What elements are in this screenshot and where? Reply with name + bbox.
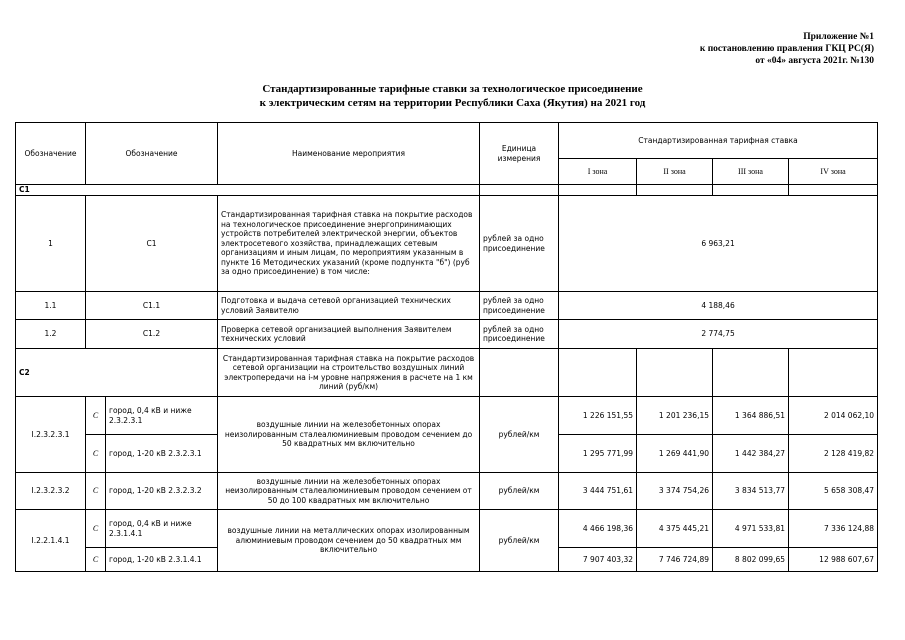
value-zone-1: 4 466 198,36 [559, 510, 637, 548]
group-name: воздушные линии на металлических опорах изолированным алюминиевым проводом сечением до 50 квадратных мм включительно [218, 510, 480, 572]
group-unit: рублей/км [480, 473, 559, 510]
empty-cell [559, 185, 637, 196]
value-zone-2: 1 269 441,90 [637, 435, 713, 473]
table-row [16, 292, 878, 320]
annex-line-2: к постановлению правления ГКЦ РС(Я) [699, 44, 874, 54]
empty-cell [637, 185, 713, 196]
value-zone-3: 1 442 384,27 [713, 435, 789, 473]
section-row-c1 [16, 185, 878, 196]
subrow-desc: город, 1-20 кВ 2.3.2.3.2 [106, 473, 218, 510]
row-name: Подготовка и выдача сетевой организацией технических условий Заявителю [218, 292, 480, 320]
value-zone-1: 1 295 771,99 [559, 435, 637, 473]
annex-line-3: от «04» августа 2021г. №130 [755, 56, 874, 66]
section-row-c2 [16, 349, 878, 397]
header-zone-2: II зона [637, 159, 713, 185]
group-code: I.2.3.2.3.1 [16, 397, 86, 473]
row-code: С1 [86, 196, 218, 292]
header-zone-4: IV зона [789, 159, 878, 185]
value-zone-4: 7 336 124,88 [789, 510, 878, 548]
document-title [0, 82, 905, 110]
row-number: 1 [16, 196, 86, 292]
row-number: 1.1 [16, 292, 86, 320]
value-zone-2: 4 375 445,21 [637, 510, 713, 548]
table-row [16, 397, 878, 435]
value-zone-1: 1 226 151,55 [559, 397, 637, 435]
c-symbol: С [86, 473, 106, 510]
empty-cell [559, 349, 637, 397]
header-designation-1: Обозначение [16, 123, 86, 185]
c-symbol: С [86, 397, 106, 435]
row-code: С1.1 [86, 292, 218, 320]
row-name: Проверка сетевой организацией выполнения Заявителем технических условий [218, 320, 480, 349]
empty-cell [713, 185, 789, 196]
value-zone-2: 1 201 236,15 [637, 397, 713, 435]
row-value: 4 188,46 [559, 292, 878, 320]
value-zone-2: 7 746 724,89 [637, 548, 713, 572]
title-line-1: Стандартизированные тарифные ставки за технологическое присоединение [262, 83, 643, 95]
annex-line-1: Приложение №1 [803, 32, 874, 42]
header-zone-1: I зона [559, 159, 637, 185]
empty-cell [637, 349, 713, 397]
value-zone-1: 7 907 403,32 [559, 548, 637, 572]
table-row [16, 320, 878, 349]
table-row [16, 196, 878, 292]
row-name: Стандартизированная тарифная ставка на покрытие расходов на технологическое присоединение энергопринимающих устройств потребителей электрической энергии, объектов электросетевого хозяйства, принадлежащих сетевым организациям и иным лицам, по мероприятиям указанным в пункте 16 Методических указаний (кроме подпункта "б") (руб за одно присоединение) в том числе: [218, 196, 480, 292]
subrow-desc: город, 0,4 кВ и ниже 2.3.1.4.1 [106, 510, 218, 548]
empty-cell [789, 185, 878, 196]
group-name: воздушные линии на железобетонных опорах неизолированным сталеалюминиевым проводом сечением до 50 квадратных мм включительно [218, 397, 480, 473]
group-unit: рублей/км [480, 397, 559, 473]
value-zone-4: 2 128 419,82 [789, 435, 878, 473]
group-code: I.2.2.1.4.1 [16, 510, 86, 572]
row-value: 6 963,21 [559, 196, 878, 292]
header-unit: Единица измерения [480, 123, 559, 185]
value-zone-3: 8 802 099,65 [713, 548, 789, 572]
value-zone-1: 3 444 751,61 [559, 473, 637, 510]
row-code: С1.2 [86, 320, 218, 349]
table-row [16, 473, 878, 510]
value-zone-3: 1 364 886,51 [713, 397, 789, 435]
title-line-2: к электрическим сетям на территории Республики Саха (Якутия) на 2021 год [259, 97, 646, 109]
header-name: Наименование мероприятия [218, 123, 480, 185]
value-zone-4: 5 658 308,47 [789, 473, 878, 510]
tariff-table [15, 122, 878, 572]
row-value: 2 774,75 [559, 320, 878, 349]
subrow-desc: город, 1-20 кВ 2.3.1.4.1 [106, 548, 218, 572]
empty-cell [789, 349, 878, 397]
empty-cell [480, 349, 559, 397]
header-row-1 [16, 123, 878, 159]
section-label-c1: С1 [16, 185, 480, 196]
c-symbol: С [86, 548, 106, 572]
row-number: 1.2 [16, 320, 86, 349]
value-zone-3: 3 834 513,77 [713, 473, 789, 510]
value-zone-3: 4 971 533,81 [713, 510, 789, 548]
row-unit: рублей за одно присоединение [480, 320, 559, 349]
group-code: I.2.3.2.3.2 [16, 473, 86, 510]
row-unit: рублей за одно присоединение [480, 196, 559, 292]
subrow-desc: город, 1-20 кВ 2.3.2.3.1 [106, 435, 218, 473]
group-name: воздушные линии на железобетонных опорах неизолированным сталеалюминиевым проводом сечением от 50 до 100 квадратных мм включительно [218, 473, 480, 510]
c2-description: Стандартизированная тарифная ставка на покрытие расходов сетевой организации на строительство воздушных линий электропередачи на i-м уровне напряжения в расчете на 1 км линий (руб/км) [218, 349, 480, 397]
value-zone-4: 2 014 062,10 [789, 397, 878, 435]
value-zone-2: 3 374 754,26 [637, 473, 713, 510]
annex-header [700, 31, 874, 67]
header-designation-2: Обозначение [86, 123, 218, 185]
value-zone-4: 12 988 607,67 [789, 548, 878, 572]
c-symbol: С [86, 510, 106, 548]
row-unit: рублей за одно присоединение [480, 292, 559, 320]
header-rate: Стандартизированная тарифная ставка [559, 123, 878, 159]
empty-cell [480, 185, 559, 196]
table-row [16, 510, 878, 548]
c-symbol: С [86, 435, 106, 473]
group-unit: рублей/км [480, 510, 559, 572]
section-label-c2: С2 [16, 349, 218, 397]
header-zone-3: III зона [713, 159, 789, 185]
empty-cell [713, 349, 789, 397]
subrow-desc: город, 0,4 кВ и ниже 2.3.2.3.1 [106, 397, 218, 435]
